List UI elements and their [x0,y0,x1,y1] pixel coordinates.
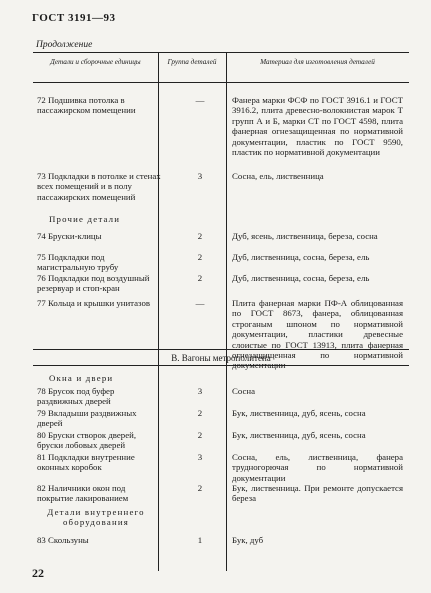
row-material: Плита фанерная марки ПФ-А облицованная по ГОСТ 8673, фанера, облицованная строганым шпоном по нормативной документации, пластики древесные слоистые по ГОСТ 13913, плита фанерная огнезащищенная по нормативной документации [232,298,403,371]
row-group: 3 [197,386,203,396]
row-material: Бук, лиственница, дуб, ясень, сосна [232,430,366,440]
row-material: Фанера марки ФСФ по ГОСТ 3916.1 и ГОСТ 3916.2, плита древесно-волокнистая марок Т групп А и Б, марки СТ по ГОСТ 4598, плита фанерная огнезащищенная по нормативной документации, пластик по ГОСТ 9590, пластик по нормативной документации [232,95,403,158]
row-group: 2 [197,231,203,241]
row-material: Сосна [232,386,256,396]
row-group: 2 [197,408,203,418]
header-parts: Детали и сборочные единицы [50,58,141,66]
row-material: Бук, дуб [232,535,264,545]
row-group: — [195,298,205,308]
row-group: — [195,95,205,105]
row-name: 74 Бруски-клицы [37,231,102,241]
row-material: Бук, лиственница, дуб, ясень, сосна [232,408,366,418]
row-name: 76 Подкладки под воздушный резервуар и стоп-кран [37,273,150,294]
group-heading: Детали внутреннего оборудования [47,507,145,527]
materials-table [33,52,409,571]
page-number: 22 [32,566,44,580]
row-name: 80 Бруски створок дверей, бруски лобовых дверей [37,430,137,451]
standard-header: ГОСТ 3191—93 [32,12,116,24]
row-name: 77 Кольца и крышки унитазов [37,298,151,308]
row-name: 75 Подкладки под магистральную трубу [37,252,119,273]
row-group: 1 [197,535,203,545]
row-name: 81 Подкладки внутренние оконных коробок [37,452,135,473]
header-group: Группа деталей [167,58,217,66]
row-material: Дуб, лиственница, сосна, береза, ель [232,252,370,262]
row-material: Дуб, ясень, лиственница, береза, сосна [232,231,378,241]
row-group: 2 [197,273,203,283]
group-heading: Прочие детали [49,214,121,224]
row-group: 3 [197,452,203,462]
row-name: 83 Скользуны [37,535,89,545]
row-group: 2 [197,252,203,262]
row-material: Сосна, ель, лиственница [232,171,324,181]
row-name: 82 Наличники окон под покрытие лакированием [37,483,129,504]
row-name: 73 Подкладки в потолке и стенах всех помещений и в полу пассажирских помещений [37,171,161,202]
continuation-label: Продолжение [36,40,93,50]
header-rule [33,82,409,83]
row-name: 79 Вкладыши раздвижных дверей [37,408,137,429]
row-group: 2 [197,483,203,493]
row-material: Сосна, ель, лиственница, фанера трудногорючая по нормативной документации [232,452,403,483]
row-material: Дуб, лиственница, сосна, береза, ель [232,273,370,283]
row-group: 3 [197,171,203,181]
row-name: 72 Подшивка потолка в пассажирском помещении [37,95,136,116]
header-material: Материал для изготовления деталей [260,58,375,66]
group-heading: Окна и двери [49,373,114,383]
row-name: 78 Брусок под буфер раздвижных дверей [37,386,115,407]
row-group: 2 [197,430,203,440]
section-heading: В. Вагоны метрополитена [171,353,271,363]
row-material: Бук, лиственница. При ремонте допускается береза [232,483,403,504]
